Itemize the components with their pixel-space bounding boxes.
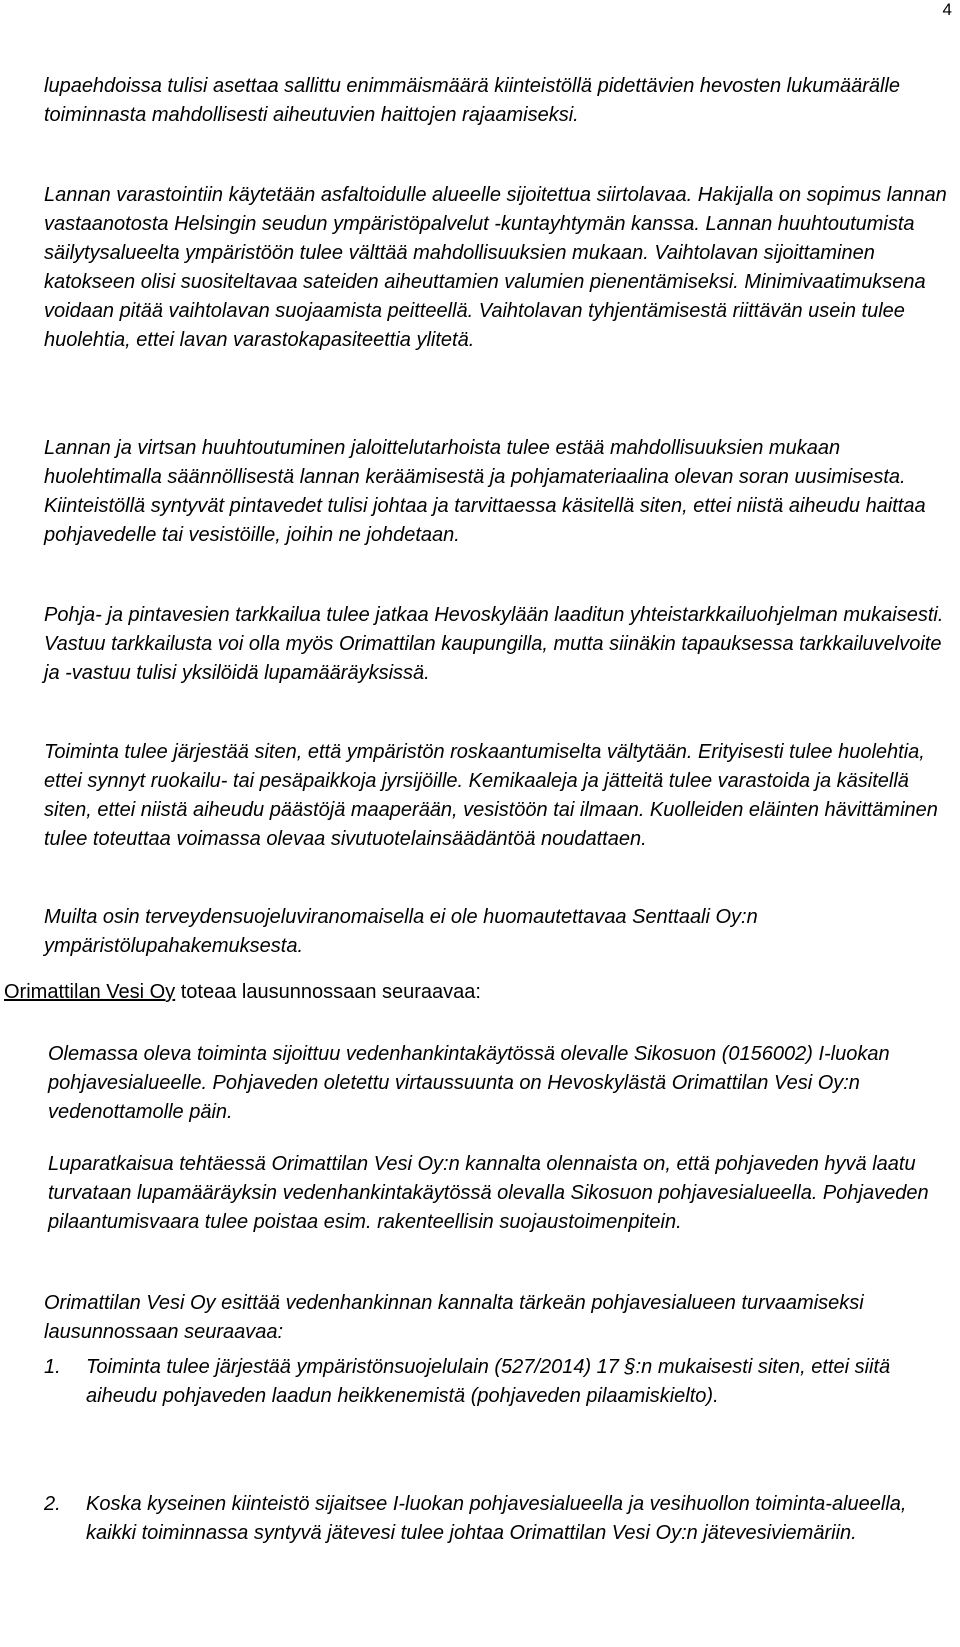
list-item-text: Toiminta tulee järjestää ympäristönsuojelulain (527/2014) 17 §:n mukaisesti siten, ettei siitä aiheudu pohjaveden laadun heikkenemistä (pohjaveden pilaamiskielto). [86, 1356, 891, 1407]
page-number: 4 [942, 0, 952, 19]
paragraph-groundwater-area: Olemassa oleva toiminta sijoittuu vedenhankintakäytössä olevalle Sikosuon (0156002) I-luokan pohjavesialueelle. Pohjaveden oletettu virtaussuunta on Hevoskylästä Orimattilan Vesi Oy:n vedenottamolle päin. [48, 1043, 890, 1123]
paragraph-runoff: Lannan ja virtsan huuhtoutuminen jaloittelutarhoista tulee estää mahdollisuuksien mukaan huolehtimalla säännöllisestä lannan keräämisestä ja pohjamateriaalina olevan soran uusimisesta. Kiinteistöllä syntyvät pintavedet tulisi johtaa ja tarvittaessa käsitellä siten, ettei niistä aiheudu haittaa pohjavedelle tai vesistöille, joihin ne johdetaan. [44, 437, 926, 546]
list-number: 1. [44, 1356, 61, 1378]
statement-text: toteaa lausunnossaan seuraavaa: [175, 981, 481, 1003]
paragraph-manure-storage: Lannan varastointiin käytetään asfaltoidulle alueelle sijoitettua siirtolavaa. Hakijalla on sopimus lannan vastaanotosta Helsingin seudun ympäristöpalvelut -kuntayhtymän kanssa. Lannan huuhtoutumista säilytysalueelta ympäristöön tulee välttää mahdollisuuksien mukaan. Vaihtolavan sijoittaminen katokseen olisi suositeltavaa sateiden aiheuttamien valumien pienentämiseksi. Minimivaatimuksena voidaan pitää vaihtolavan suojaamista peitteellä. Vaihtolavan tyhjentämisestä riittävän usein tulee huolehtia, ettei lavan varastokapasiteettia ylitetä. [44, 184, 947, 351]
organization-name: Orimattilan Vesi Oy [4, 981, 176, 1003]
paragraph-horse-limit: lupaehdoissa tulisi asettaa sallittu enimmäismäärä kiinteistöllä pidettävien hevosten lukumäärälle toiminnasta mahdollisesti aiheutuvien haittojen rajaamiseksi. [44, 75, 901, 126]
paragraph-groundwater-quality: Luparatkaisua tehtäessä Orimattilan Vesi Oy:n kannalta olennaista on, että pohjaveden hyvä laatu turvataan lupamääräyksin vedenhankintakäytössä olevalla Sikosuon pohjavesialueella. Pohjaveden pilaantumisvaara tulee poistaa esim. rakenteellisin suojaustoimenpitein. [48, 1153, 929, 1233]
statement-heading [4, 978, 954, 1007]
list-number: 2. [44, 1493, 61, 1515]
paragraph-water-monitoring: Pohja- ja pintavesien tarkkailua tulee jatkaa Hevoskylään laaditun yhteistarkkailuohjelman mukaisesti. Vastuu tarkkailusta voi olla myös Orimattilan kaupungilla, mutta siinäkin tapauksessa tarkkailuvelvoite ja -vastuu tulisi yksilöidä lupamääräyksissä. [44, 604, 944, 684]
list-item-text: Koska kyseinen kiinteistö sijaitsee I-luokan pohjavesialueella ja vesihuollon toiminta-alueella, kaikki toiminnassa syntyvä jätevesi tulee johtaa Orimattilan Vesi Oy:n jätevesiviemäriin. [86, 1493, 907, 1544]
paragraph-list-intro: Orimattilan Vesi Oy esittää vedenhankinnan kannalta tärkeän pohjavesialueen turvaamiseksi lausunnossaan seuraavaa: [44, 1292, 864, 1343]
paragraph-health-conclusion: Muilta osin terveydensuojeluviranomaisella ei ole huomautettavaa Senttaali Oy:n ympäristölupahakemuksesta. [44, 906, 758, 957]
paragraph-littering: Toiminta tulee järjestää siten, että ympäristön roskaantumiselta vältytään. Erityisesti tulee huolehtia, ettei synnyt ruokailu- tai pesäpaikkoja jyrsijöille. Kemikaaleja ja jätteitä tulee varastoida ja käsitellä siten, ettei niistä aiheudu päästöjä maaperään, vesistöön tai ilmaan. Kuolleiden eläinten hävittäminen tulee toteuttaa voimassa olevaa sivutuotelainsäädäntöä noudattaen. [44, 741, 938, 850]
